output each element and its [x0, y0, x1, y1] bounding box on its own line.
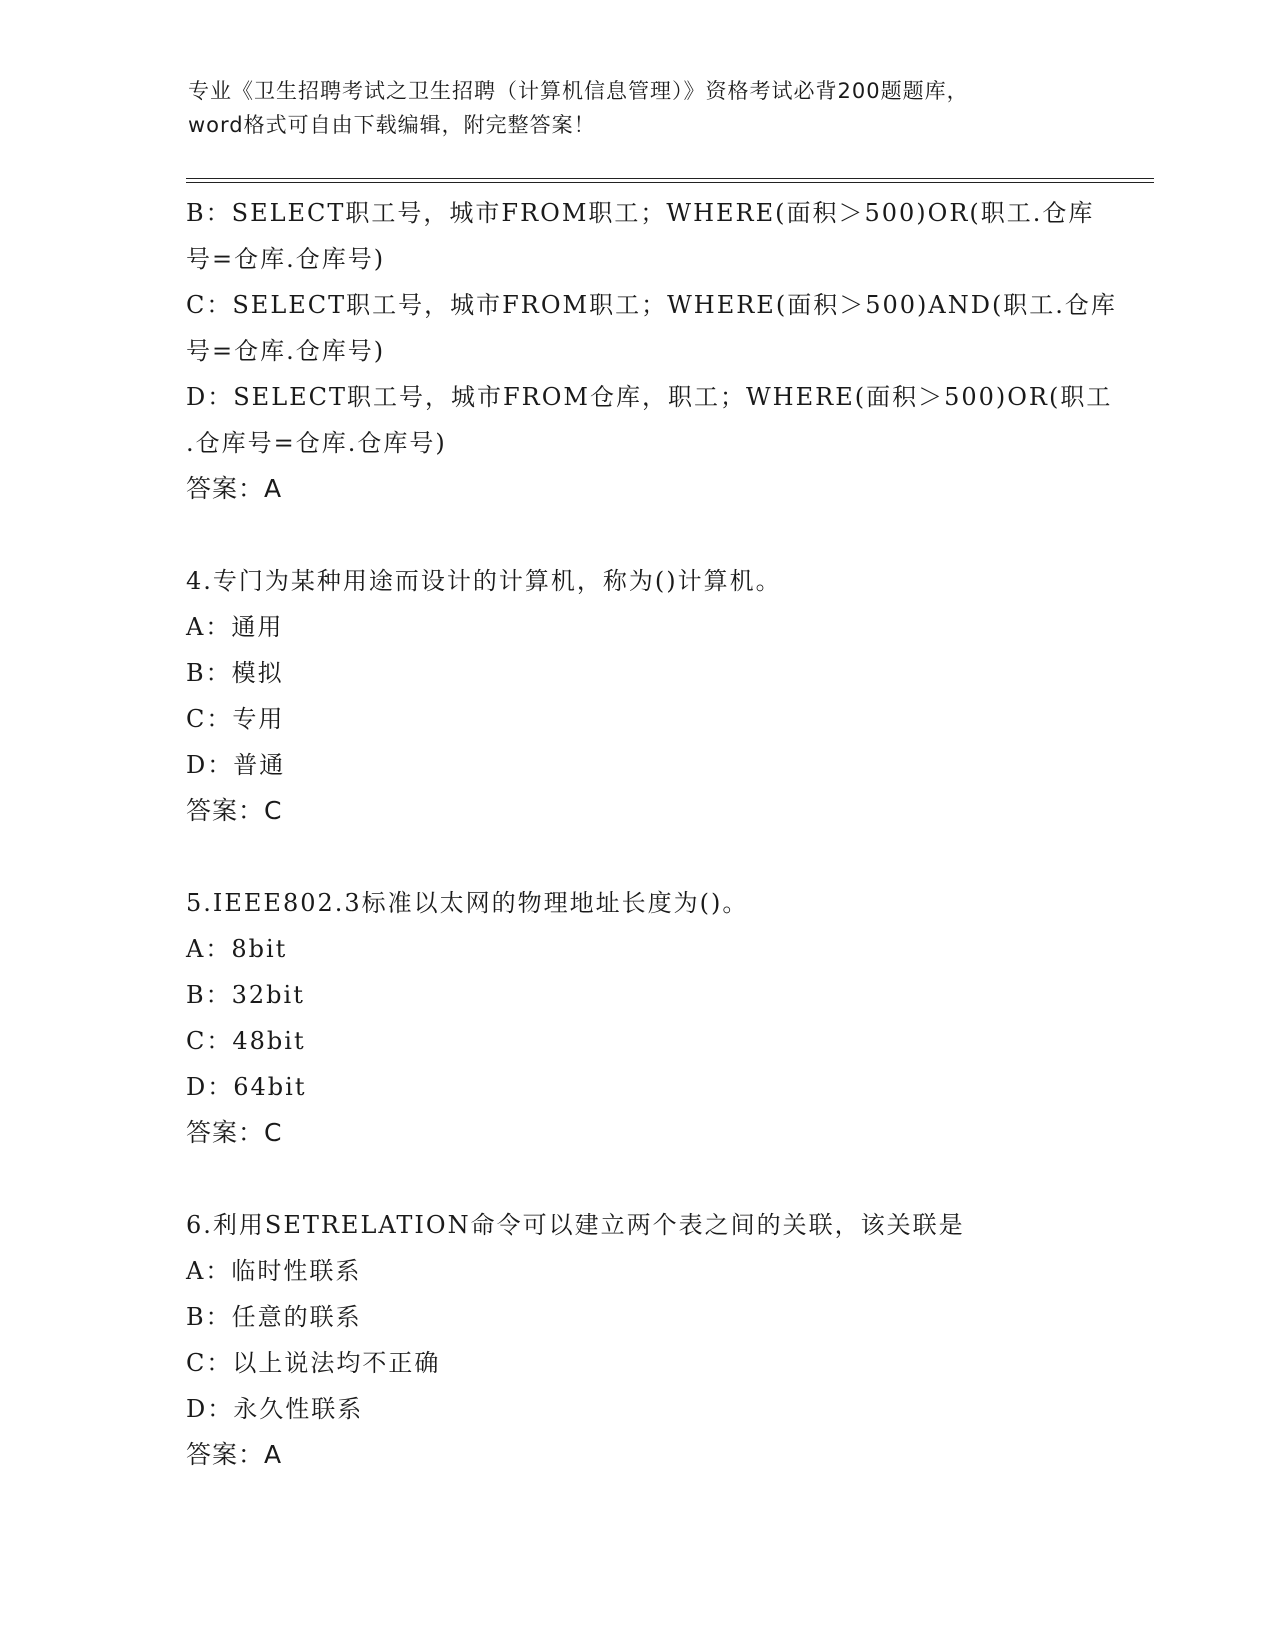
option-d-line-2: .仓库号=仓库.仓库号) — [186, 429, 447, 457]
question-5 — [186, 880, 1086, 1156]
header-divider-top — [186, 178, 1154, 179]
option-d: D：普通 — [186, 751, 286, 779]
option-d: D：64bit — [186, 1073, 307, 1101]
question-6 — [186, 1202, 1086, 1478]
option-c: C：专用 — [186, 705, 285, 733]
option-c-line-1: C：SELECT职工号，城市FROM职工；WHERE(面积＞500)AND(职工.仓库 — [186, 291, 1117, 319]
option-b: B：模拟 — [186, 659, 284, 687]
header-line-1: 专业《卫生招聘考试之卫生招聘（计算机信息管理）》资格考试必背200题题库， — [188, 79, 969, 103]
option-a: A：8bit — [186, 935, 288, 963]
header-divider-bottom — [186, 182, 1154, 183]
question-4 — [186, 558, 1086, 834]
document-header — [188, 74, 1088, 142]
option-a: A：通用 — [186, 613, 284, 641]
option-b-line-2: 号=仓库.仓库号) — [186, 245, 386, 273]
option-b-line-1: B：SELECT职工号，城市FROM职工；WHERE(面积＞500)OR(职工.仓库 — [186, 199, 1095, 227]
option-b: B：任意的联系 — [186, 1303, 362, 1331]
question-stem: 6.利用SETRELATION命令可以建立两个表之间的关联，该关联是 — [186, 1211, 965, 1239]
question-stem: 5.IEEE802.3标准以太网的物理地址长度为()。 — [186, 889, 749, 917]
option-c: C：以上说法均不正确 — [186, 1349, 441, 1377]
question-content — [186, 190, 1117, 1478]
option-a: A：临时性联系 — [186, 1257, 362, 1285]
option-c: C：48bit — [186, 1027, 306, 1055]
option-b: B：32bit — [186, 981, 305, 1009]
option-c-line-2: 号=仓库.仓库号) — [186, 337, 386, 365]
option-d: D：永久性联系 — [186, 1395, 364, 1423]
answer: 答案：A — [186, 1440, 283, 1469]
answer: 答案：C — [186, 1118, 283, 1147]
continued-question — [186, 190, 1117, 512]
option-d-line-1: D：SELECT职工号，城市FROM仓库，职工；WHERE(面积＞500)OR(职工 — [186, 383, 1113, 411]
header-line-2: word格式可自由下载编辑，附完整答案！ — [188, 113, 596, 137]
answer: 答案：C — [186, 796, 283, 825]
answer: 答案：A — [186, 474, 283, 503]
question-stem: 4.专门为某种用途而设计的计算机，称为()计算机。 — [186, 567, 782, 595]
